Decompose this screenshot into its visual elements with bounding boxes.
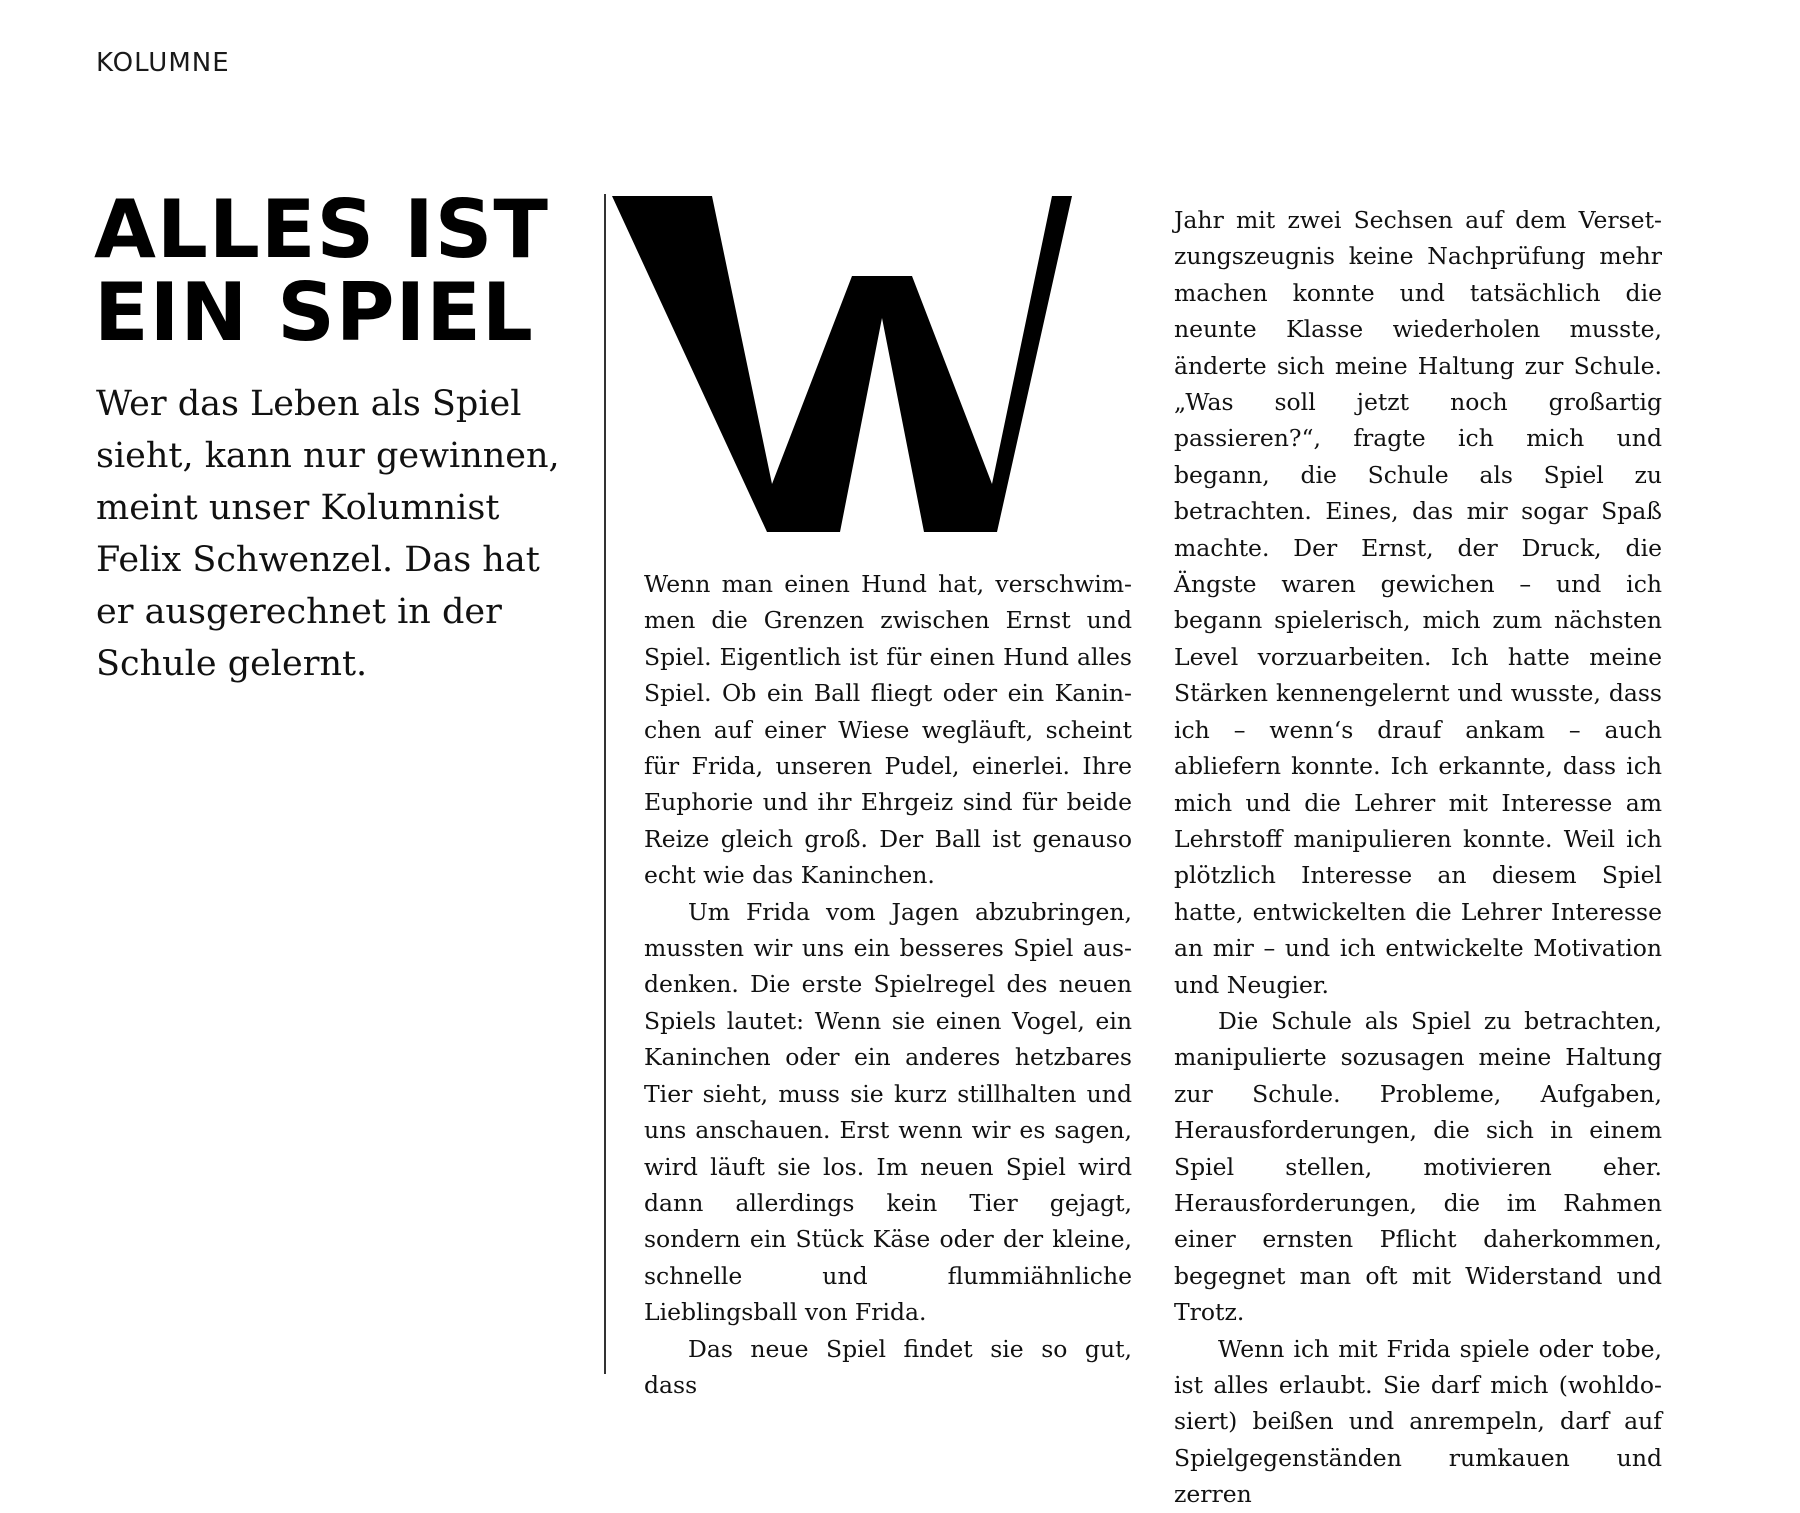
article-paragraph: Wenn ich mit Frida spiele oder tobe, ist alles erlaubt. Sie darf mich (wohldosiert) beißen und anrempeln, darf auf Spielgegenständen rumkauen und zerren	[1174, 1334, 1662, 1509]
lead-paragraph: Wer das Leben als Spiel sieht, kann nur gewinnen, meint unser Kolumnist Felix Schwenzel. Das hat er ausgerechnet in der Schule gelernt.	[96, 384, 560, 684]
drop-cap-glyph	[612, 196, 1072, 532]
article-paragraph: Das neue Spiel findet sie so gut, dass	[644, 1334, 1132, 1399]
column-divider	[604, 194, 606, 1374]
article-column-left	[644, 566, 1132, 1403]
section-label: KOLUMNE	[96, 48, 230, 78]
article-paragraph: Die Schule als Spiel zu betrachten, manipulierte sozusagen meine Haltung zur Schule. Probleme, Aufgaben, Herausforderungen, die sich in einem Spiel stellen, motivieren eher. Herausforderungen, die im Rahmen einer ernsten Pflicht daherkommen, begegnet man oft mit Widerstand und Trotz.	[1174, 1006, 1662, 1327]
headline	[94, 183, 574, 359]
drop-cap	[612, 196, 1082, 532]
article-paragraph: Jahr mit zwei Sechsen auf dem Versetzungszeugnis keine Nachprüfung mehr machen konnte und tatsächlich die neunte Klasse wiederholen musste, änderte sich meine Haltung zur Schule. „Was soll jetzt noch großartig passieren?“, fragte ich mich und begann, die Schule als Spiel zu betrachten. Eines, das mir sogar Spaß machte. Der Ernst, der Druck, die Ängste waren gewichen – und ich begann spielerisch, mich zum nächsten Level vorzuarbeiten. Ich hatte meine Stärken kennengelernt und wusste, dass ich – wenn‘s drauf ankam – auch abliefern konnte. Ich erkannte, dass ich mich und die Lehrer mit Interesse am Lehrstoff manipulieren konnte. Weil ich plötzlich Interesse an diesem Spiel hatte, entwickelten die Lehrer Interesse an mir – und ich entwickelte Motivation und Neugier.	[1174, 206, 1662, 999]
article-column-right	[1174, 202, 1662, 1513]
article-paragraph: Wenn man einen Hund hat, verschwimmen die Grenzen zwischen Ernst und Spiel. Eigentlich ist für einen Hund alles Spiel. Ob ein Ball fliegt oder ein Kaninchen auf einer Wiese wegläuft, scheint für Frida, unseren Pudel, einerlei. Ihre Euphorie und ihr Ehrgeiz sind für beide Reize gleich groß. Der Ball ist genauso echt wie das Kaninchen.	[644, 570, 1132, 890]
headline-line-2: EIN SPIEL	[94, 266, 534, 359]
headline-line-1: ALLES IST	[94, 183, 549, 276]
article-paragraph: Um Frida vom Jagen abzubringen, mussten wir uns ein besseres Spiel ausdenken. Die erste Spielregel des neuen Spiels lautet: Wenn sie einen Vogel, ein Kaninchen oder ein anderes hetzbares Tier sieht, muss sie kurz stillhalten und uns anschauen. Erst wenn wir es sagen, wird läuft sie los. Im neuen Spiel wird dann allerdings kein Tier gejagt, sondern ein Stück Käse oder der kleine, schnelle und flummiähnliche Lieblingsball von Frida.	[644, 897, 1132, 1327]
